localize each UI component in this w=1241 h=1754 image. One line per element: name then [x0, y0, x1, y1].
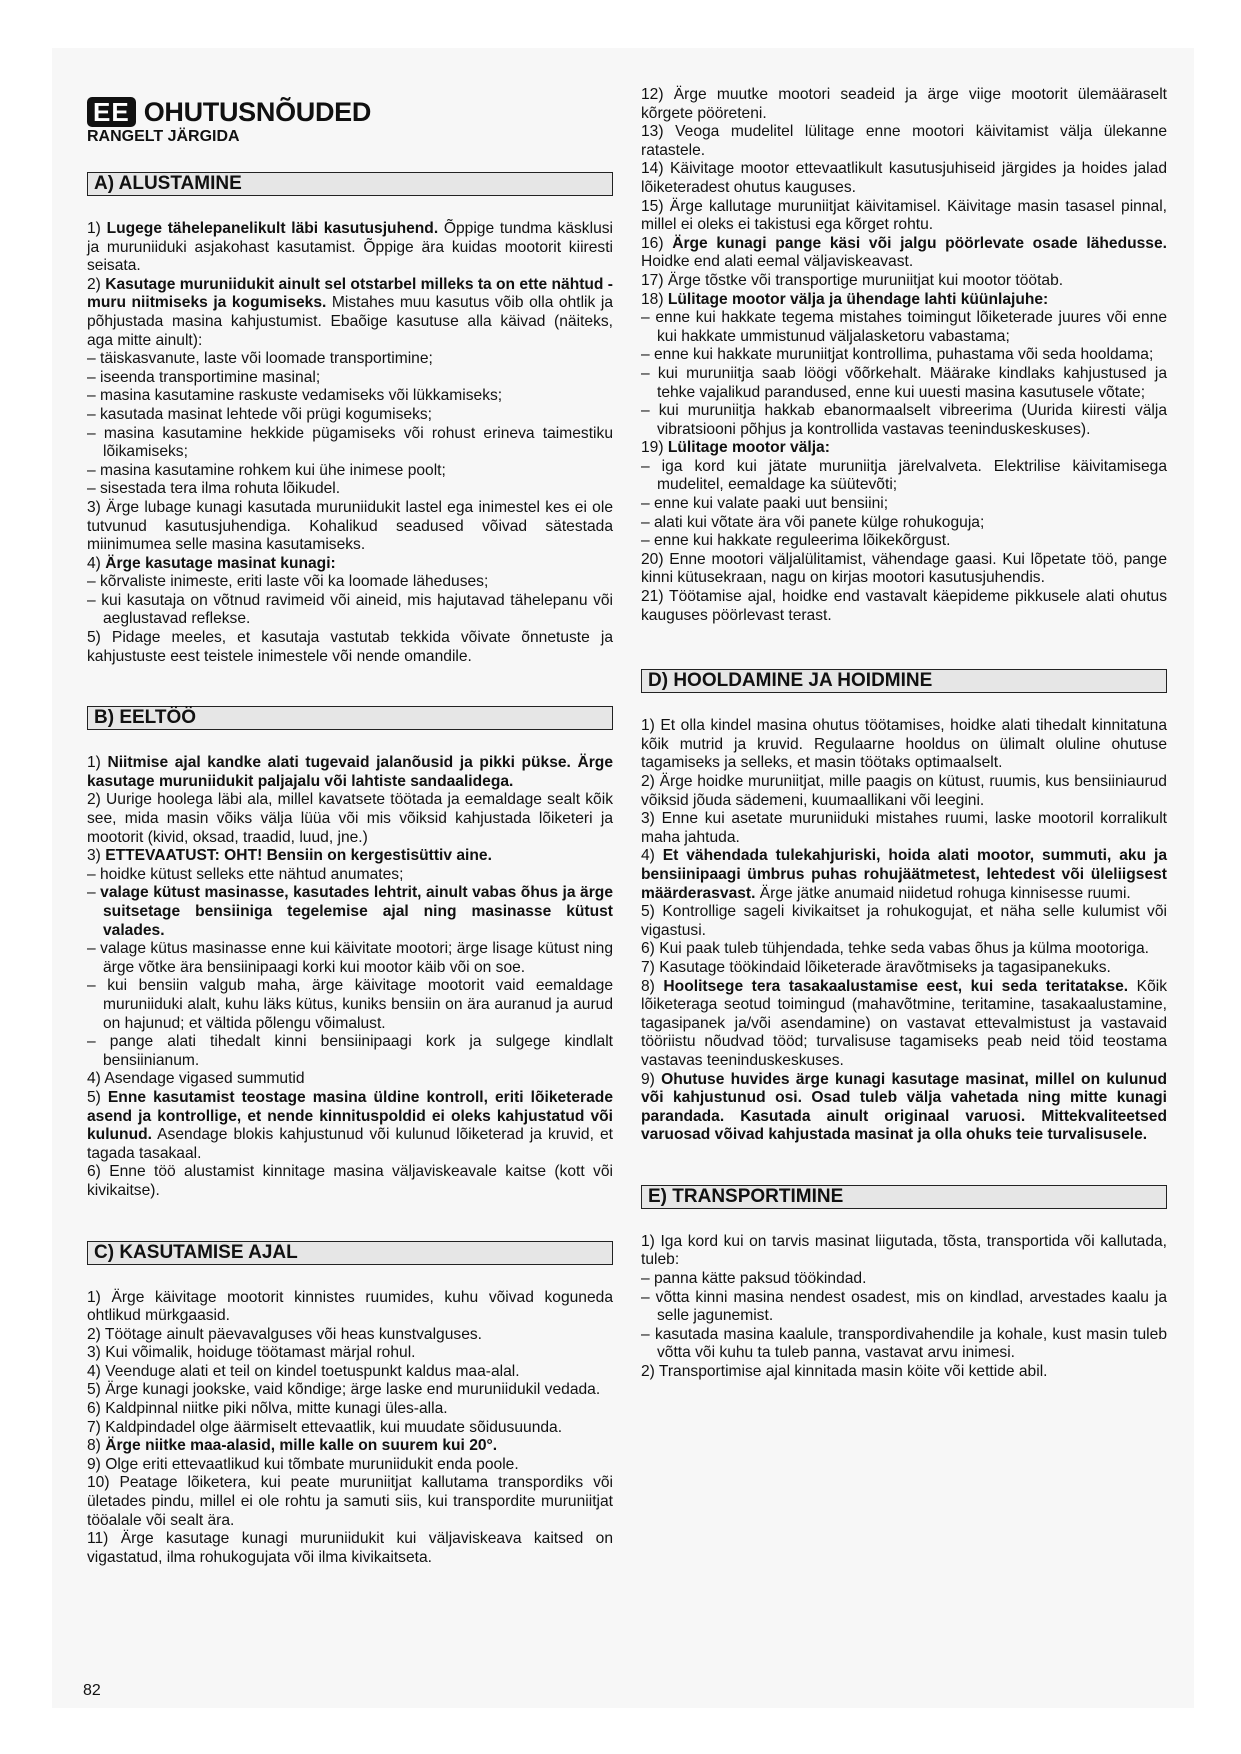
list-item: – masina kasutamine rohkem kui ühe inimese poolt; — [87, 461, 446, 479]
paragraph: 6) Kaldpinnal niitke piki nõlva, mitte kunagi üles-alla. — [87, 1400, 448, 1418]
paragraph: 1) Ärge käivitage mootorit kinnistes ruumides, kuhu võivad koguneda ohtlikud mürkgaasid. — [87, 1288, 613, 1325]
paragraph: 10) Peatage lõiketera, kui peate muruniitjat kallutama transpordiks või ületades pindu, millel ei ole rohtu ja samuti siis, kui transpordite muruniitjat tööalale või sealt ära. — [87, 1474, 613, 1529]
item-number: 3) — [87, 847, 106, 865]
language-badge: EE — [87, 97, 136, 127]
page-title: OHUTUSNÕUDED — [143, 96, 372, 127]
bold-text: Lülitage mootor välja ja ühendage lahti küünlajuhe: — [667, 290, 1049, 308]
list-item: – alati kui võtate ära või panete külge rohukoguja; — [641, 513, 985, 531]
bold-text: Ärge kasutage masinat kunagi: — [105, 554, 336, 572]
bold-text: Niitmise ajal kandke alati tugevaid jalanõusid ja pikki pükse. Ärge kasutage muruniidukit paljajalu või lahtiste sandaalidega. — [87, 754, 613, 790]
item-number: 8) — [87, 1437, 106, 1455]
paragraph: 2) Ärge hoidke muruniitjat, mille paagis on kütust, ruumis, kus bensiiniaurud võiksid jõuda sädemeni, kuumaallikani või leegini. — [641, 773, 1167, 809]
item-number: 18) — [641, 290, 668, 308]
list-item: – iga kord kui jätate muruniitja järelvalveta. Elektrilise käivitamisega mudelitel, eemaldage ka süütevõti; — [641, 457, 1167, 494]
item-number: 2) — [87, 275, 106, 293]
page-number: 82 — [83, 1682, 101, 1699]
paragraph: 12) Ärge muutke mootori seadeid ja ärge viige mootorit ülemääraselt kõrgete pööreteni. — [641, 86, 1167, 122]
item-number: 4) — [87, 554, 106, 572]
text: Asendage blokis kahjustunud või kulunud lõiketerad ja kruvid, et tagada tasakaal. — [87, 1126, 613, 1162]
paragraph: 17) Ärge tõstke või transportige muruniitjat kui mootor töötab. — [641, 271, 1064, 289]
list-item: – iseenda transportimine masinal; — [87, 368, 321, 386]
item-number: 9) — [641, 1070, 662, 1088]
list-item: – kui bensiin valgub maha, ärge käivitage mootorit vaid eemaldage muruniiduki alalt, kuhu läks kütus, kuniks bensiin on ära auranud ja aurud on hajunud; et vältida põlengu võimalust. — [87, 977, 613, 1032]
paragraph: 1) Iga kord kui on tarvis masinat liigutada, tõsta, transportida või kallutada, tuleb: — [641, 1232, 1167, 1269]
bold-text: Hoolitsege tera tasakaalustamise eest, kui seda teritatakse. — [663, 977, 1129, 995]
paragraph: 20) Enne mootori väljalülitamist, vähendage gaasi. Kui lõpetate töö, pange kinni kütusekraan, nagu on kirjas mootori kasutusjuhendis. — [641, 550, 1167, 587]
section-heading-a: A) ALUSTAMINE — [87, 172, 613, 196]
paragraph: 1) Lugege tähelepanelikult läbi kasutusjuhend. Õppige tundma käsklusi ja muruniiduki asjakohast kasutamist. Õppige ära kuidas mootorit kiiresti seisata. — [87, 220, 613, 275]
paragraph — [641, 235, 1167, 272]
paragraph: 2) Töötage ainult päevavalguses või heas kunstvalguses. — [87, 1325, 483, 1343]
bold-text: Lülitage mootor välja: — [667, 439, 830, 457]
bold-text: Kasutage muruniidukit ainult sel otstarbel milleks ta on ette nähtud - muru niitmiseks ja kogumiseks. — [87, 275, 613, 312]
list-item: – täiskasvanute, laste või loomade transportimine; — [87, 350, 433, 368]
title-row — [87, 96, 613, 128]
paragraph: 14) Käivitage mootor ettevaatlikult kasutusjuhiseid järgides ja hoides jalad lõiketeradest ohutus kauguses. — [641, 160, 1167, 196]
paragraph: 6) Enne töö alustamist kinnitage masina väljaviskeavale kaitse (kott või kivikaitse). — [87, 1163, 613, 1199]
text: Kõik lõiketeraga seotud toimingud (mahavõtmine, teritamine, tasakaalustamine, tagasipanek ja/või asendamine) on vastavat ettevalmistust ja vastavaid tööriistu nõudvad tööd; turvalisuse tagamiseks peab neid töid teostama vastavas teeninduskeskuses. — [641, 977, 1168, 1069]
paragraph — [87, 847, 613, 866]
paragraph: 6) Kui paak tuleb tühjendada, tehke seda vabas õhus ja külma mootoriga. — [641, 940, 1149, 958]
bold-text: valage kütust masinasse, kasutades lehtrit, ainult vabas õhus ja ärge suitsetage bensiiniga tegelemise ajal ning masinasse kütust valades. — [100, 884, 613, 939]
paragraph: 9) Olge eriti ettevaatlikud kui tõmbate muruniidukit enda poole. — [87, 1455, 519, 1473]
paragraph: 4) Asendage vigased summutid — [87, 1070, 305, 1088]
paragraph — [641, 291, 1167, 310]
paragraph — [87, 555, 613, 574]
paragraph: 15) Ärge kallutage muruniitjat käivitamisel. Käivitage masin tasasel pinnal, millel ei oleks ei takistusi ega kõrget rohtu. — [641, 197, 1167, 234]
list-item — [87, 884, 613, 940]
paragraph — [87, 1089, 613, 1163]
list-item: – valage kütus masinasse enne kui käivitate mootori; ärge lisage kütust ning ärge võtke ära bensiinipaagi korki kui mootor käib või on soe. — [87, 940, 613, 976]
paragraph: 4) Veenduge alati et teil on kindel toetuspunkt kaldus maa-alal. — [87, 1362, 520, 1380]
paragraph: 5) Kontrollige sageli kivikaitset ja rohukogujat, et näha selle kulumist või vigastusi. — [641, 903, 1167, 939]
title-block — [87, 96, 613, 172]
paragraph: 21) Töötamise ajal, hoidke end vastavalt käepideme pikkusele alati ohutus kauguses pöörlevast terast. — [641, 588, 1167, 624]
paragraph — [641, 847, 1167, 903]
list-item: – masina kasutamine hekkide pügamiseks või rohust erineva taimestiku lõikamiseks; — [87, 424, 613, 461]
list-item: – enne kui hakkate muruniitjat kontrollima, puhastama või seda hooldama; — [641, 346, 1154, 364]
bold-text: Ohutuse huvides ärge kunagi kasutage masinat, millel on kulunud või kahjustunud osi. Osad tuleb välja vahetada ning mitte kunagi parandada. Kasutada ainult originaal varuosi. Mittekvaliteetsed varuosad võivad kahjustada masinat ja olla ohuks teie turvalisusele. — [641, 1070, 1167, 1144]
paragraph — [87, 1437, 613, 1456]
list-item: – võtta kinni masina nendest osadest, mis on kindlad, arvestades kaalu ja selle jagunemist. — [641, 1288, 1167, 1325]
paragraph: 7) Kasutage töökindaid lõiketerade äravõtmiseks ja tagasipanekuks. — [641, 958, 1111, 976]
list-item: – panna kätte paksud töökindad. — [641, 1270, 867, 1288]
paragraph: 1) Et olla kindel masina ohutus töötamises, hoidke alati tihedalt kinnitatuna kõik mutrid ja kruvid. Regulaarne hooldus on ülimalt oluline ohutuse tagamiseks ja selleks, et masin töötaks optimaalselt. — [641, 717, 1167, 772]
text: Õppige tundma käsklusi ja muruniiduki asjakohast kasutamist. Õppige ära kuidas mootorit kiiresti seisata. — [87, 220, 613, 275]
paragraph: 3) Kui võimalik, hoiduge töötamast märjal rohul. — [87, 1344, 416, 1362]
bold-text: Lugege tähelepanelikult läbi kasutusjuhend. — [106, 220, 439, 237]
list-item: – enne kui valate paaki uut bensiini; — [641, 495, 889, 513]
dash: – — [87, 884, 101, 902]
paragraph — [87, 276, 613, 350]
item-number: 4) — [641, 847, 663, 865]
paragraph: 11) Ärge kasutage kunagi muruniidukit kui väljaviskeava kaitsed on vigastatud, ilma rohukogujata või ilma kivikaitseta. — [87, 1530, 613, 1566]
bold-text: ETTEVAATUST: OHT! Bensiin on kergestisüttiv aine. — [105, 847, 492, 865]
paragraph: 2) Uurige hoolega läbi ala, millel kavatsete töötada ja eemaldage sealt kõik see, mida masin võiks välja lüüa või mis võiksid kahjustada lõiketeri ja mootorit (kivid, oksad, traadid, luud, jne.) — [87, 791, 613, 846]
text: Mistahes muu kasutus võib olla ohtlik ja põhjustada masina kahjustumist. Ebaõige kasutuse alla käivad (näiteks, aga mitte ainult): — [87, 294, 613, 349]
paragraph: 7) Kaldpindadel olge äärmiselt ettevaatlik, kui muudate sõidusuunda. — [87, 1418, 563, 1436]
right-column — [641, 86, 1167, 1382]
paragraph — [87, 754, 613, 791]
text: Ärge jätke anumaid niidetud rohuga kinnisesse ruumi. — [755, 884, 1131, 902]
list-item: – kasutada masinat lehtede või prügi kogumiseks; — [87, 405, 432, 423]
paragraph: 5) Ärge kunagi jookske, vaid kõndige; ärge laske end muruniidukil vedada. — [87, 1381, 601, 1399]
item-number: 19) — [641, 439, 668, 457]
list-item: – kui muruniitja saab löögi võõrkehalt. Määrake kindlaks kahjustused ja tehke vajalikud parandused, enne kui uuesti masina kasutusele võtate; — [641, 364, 1167, 401]
bold-text: Ärge niitke maa-alasid, mille kalle on suurem kui 20°. — [105, 1437, 498, 1455]
bold-text: Enne kasutamist teostage masina üldine kontroll, eriti lõiketerade asend ja kontrollige, et nende kinnituspoldid ei oleks kahjustatud või kulunud. — [87, 1088, 613, 1144]
item-number: 8) — [641, 977, 664, 995]
paragraph: 3) Enne kui asetate muruniiduki mistahes ruumi, laske mootoril korralikult maha jahtuda. — [641, 810, 1167, 846]
section-heading-e: E) TRANSPORTIMINE — [641, 1185, 1167, 1209]
list-item: – hoidke kütust selleks ette nähtud anumates; — [87, 865, 404, 883]
page-subtitle: RANGELT JÄRGIDA — [87, 128, 240, 145]
text: Hoidke end alati eemal väljaviskeavast. — [641, 253, 914, 271]
paragraph — [641, 978, 1167, 1071]
paragraph: 3) Ärge lubage kunagi kasutada muruniidukit lastel ega inimestel kes ei ole tutvunud kasutusjuhendiga. Kohalikud seadused võivad sätestada miinimumea selle masina kasutamiseks. — [87, 498, 613, 554]
paragraph: 13) Veoga mudelitel lülitage enne mootori käivitamist välja ülekanne ratastele. — [641, 123, 1167, 159]
paragraph — [641, 439, 1167, 458]
item-number: 1) — [87, 754, 108, 772]
item-number: 16) — [641, 234, 673, 252]
list-item: – kasutada masina kaalule, transpordivahendile ja kohale, kust masin tuleb võtta või kuhu ta tuleb panna, vastavat arvu inimesi. — [641, 1325, 1167, 1362]
item-number: 5) — [87, 1088, 108, 1106]
list-item: – sisestada tera ilma rohuta lõikudel. — [87, 480, 341, 498]
section-heading-b: B) EELTÖÖ — [87, 706, 613, 730]
list-item: – kõrvaliste inimeste, eriti laste või ka loomade läheduses; — [87, 573, 489, 591]
bold-text: Ärge kunagi pange käsi või jalgu pöörlevate osade lähedusse. — [672, 234, 1167, 252]
list-item: – enne kui hakkate reguleerima lõikekõrgust. — [641, 532, 951, 550]
list-item: – kui muruniitja hakkab ebanormaalselt vibreerima (Uurida kiiresti välja vibratsiooni põhjus ja kontrollida vastavas teeninduskeskuses). — [641, 402, 1167, 438]
bold-text: Et vähendada tulekahjuriski, hoida alati mootor, summuti, aku ja bensiinipaagi ümbrus puhas rohujäätmetest, lehtedest või üleliigsest määrderasvast. — [641, 847, 1167, 902]
paragraph — [641, 1071, 1167, 1145]
paragraph: 5) Pidage meeles, et kasutaja vastutab tekkida võivate õnnetuste ja kahjustuste eest teistele inimestele või nende omandile. — [87, 629, 613, 665]
paragraph: 2) Transportimise ajal kinnitada masin köite või kettide abil. — [641, 1363, 1048, 1381]
list-item: – pange alati tihedalt kinni bensiinipaagi kork ja sulgege kindlalt bensiinianum. — [87, 1033, 613, 1069]
section-heading-d: D) HOOLDAMINE JA HOIDMINE — [641, 669, 1167, 693]
list-item: – kui kasutaja on võtnud ravimeid või aineid, mis hajutavad tähelepanu või aeglustavad reflekse. — [87, 591, 613, 628]
left-column — [87, 96, 613, 1567]
section-heading-c: C) KASUTAMISE AJAL — [87, 1241, 613, 1265]
list-item: – enne kui hakkate tegema mistahes toimingut lõiketerade juures või enne kui hakkate ummistunud väljalasketoru vabastama; — [641, 309, 1167, 345]
list-item: – masina kasutamine raskuste vedamiseks või lükkamiseks; — [87, 387, 503, 405]
